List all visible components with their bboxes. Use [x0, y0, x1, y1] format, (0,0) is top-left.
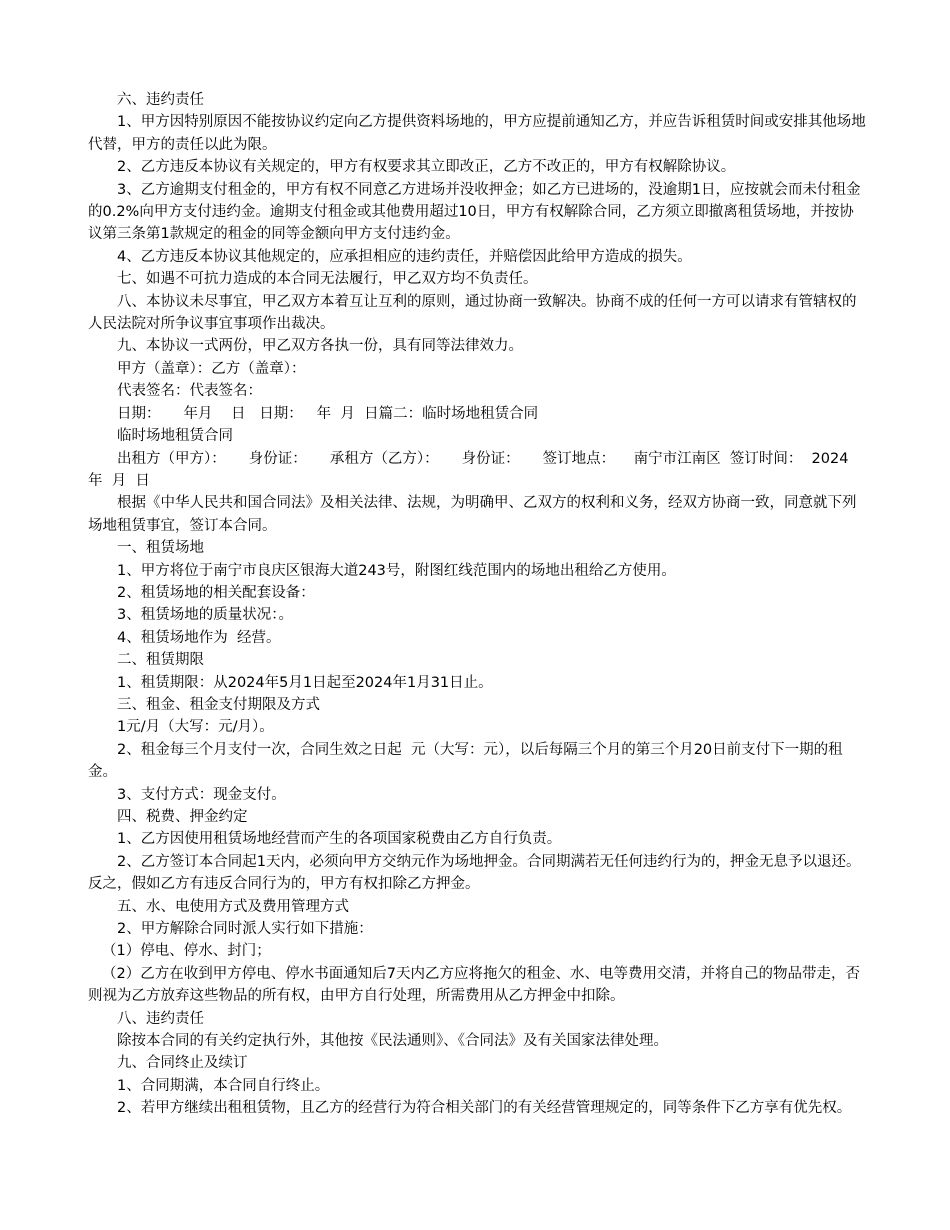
clause-paragraph: 2、乙方违反本协议有关规定的，甲方有权要求其立即改正，乙方不改正的，甲方有权解除协议。	[117, 159, 736, 176]
section-heading: 五、水、电使用方式及费用管理方式	[117, 898, 349, 915]
clause-paragraph: 2、租赁场地的相关配套设备：	[117, 584, 315, 601]
sub-clause-paragraph: （2）乙方在收到甲方停电、停水书面通知后7天内乙方应将拖欠的租金、水、电等费用交清，并将自己的物品带走，否则视为乙方放弃这些物品的所有权，由甲方自行处理，所需费用从乙方押金中扣除。	[88, 965, 860, 1005]
clause-paragraph: 4、乙方违反本协议其他规定的，应承担相应的违约责任，并赔偿因此给甲方造成的损失。	[117, 248, 692, 265]
clause-paragraph: 除按本合同的有关约定执行外，其他按《民法通则》、《合同法》及有关国家法律处理。	[117, 1033, 668, 1050]
section-heading: 四、税费、押金约定	[117, 809, 248, 825]
section-heading: 九、合同终止及续订	[117, 1055, 248, 1072]
clause-paragraph: 2、若甲方继续出租租赁物，且乙方的经营行为符合相关部门的有关经营管理规定的，同等条件下乙方享有优先权。	[117, 1100, 852, 1117]
signature-line: 代表签名：代表签名：	[117, 383, 262, 400]
clause-paragraph: 1、合同期满，本合同自行终止。	[117, 1077, 330, 1094]
clause-paragraph: 八、本协议未尽事宜，甲乙双方本着互让互利的原则，通过协商一致解决。协商不成的任何一方可以请求有管辖权的人民法院对所争议事宜事项作出裁决。	[88, 293, 857, 333]
sub-clause-paragraph: （1）停电、停水、封门；	[102, 943, 271, 960]
clause-paragraph: 2、甲方解除合同时派人实行如下措施：	[117, 921, 373, 938]
preamble-paragraph: 根据《中华人民共和国合同法》及相关法律、法规，为明确甲、乙双方的权利和义务，经双方协商一致，同意就下列场地租赁事宜，签订本合同。	[88, 495, 857, 534]
clause-paragraph: 七、如遇不可抗力造成的本合同无法履行，甲乙双方均不负责任。	[117, 271, 538, 288]
clause-paragraph: 3、租赁场地的质量状况：。	[117, 607, 293, 624]
clause-paragraph: 2、乙方签订本合同起1天内，必须向甲方交纳元作为场地押金。合同期满若无任何违约行为的，押金无息予以退还。反之，假如乙方有违反合同行为的，甲方有权扣除乙方押金。	[88, 853, 861, 893]
document-page	[88, 89, 868, 1120]
date-line: 日期： 年月 日 日期： 年 月 日篇二：临时场地租赁合同	[117, 405, 539, 422]
clause-paragraph: 1、租赁期限：从2024年5月1日起至2024年1月31日止。	[117, 674, 493, 691]
clause-paragraph: 3、乙方逾期支付租金的，甲方有权不同意乙方进场并没收押金；如乙方已进场的，没逾期1日，应按就会而未付租金的0.2%向甲方支付违约金。逾期支付租金或其他费用超过10日，甲方有权解除合同，乙方须立即撤离租赁场地，并按协议第三条第1款规定的租金的同等金额向甲方支付违约金。	[88, 181, 861, 243]
section-heading: 一、租赁场地	[117, 540, 204, 557]
parties-line: 出租方（甲方）： 身份证： 承租方（乙方）： 身份证： 签订地点： 南宁市江南区 签订时间： 2024年 月 日	[88, 450, 849, 489]
document-title: 临时场地租赁合同	[117, 428, 233, 445]
clause-paragraph: 1、甲方将位于南宁市良庆区银海大道243号，附图红线范围内的场地出租给乙方使用。	[117, 562, 676, 579]
clause-paragraph: 1、乙方因使用租赁场地经营而产生的各项国家税费由乙方自行负责。	[117, 831, 562, 848]
section-heading: 六、违约责任	[117, 92, 204, 108]
clause-paragraph: 1元/月（大写：元/月）。	[117, 719, 274, 736]
clause-paragraph: 4、租赁场地作为 经营。	[117, 629, 281, 646]
signature-line: 甲方（盖章）：乙方（盖章）：	[117, 360, 306, 377]
section-heading: 二、租赁期限	[117, 652, 204, 669]
section-heading: 八、违约责任	[117, 1010, 204, 1027]
section-heading: 三、租金、租金支付期限及方式	[117, 696, 320, 713]
clause-paragraph: 3、支付方式：现金支付。	[117, 786, 286, 803]
clause-paragraph: 九、本协议一式两份，甲乙双方各执一份，具有同等法律效力。	[117, 338, 523, 355]
clause-paragraph: 2、租金每三个月支付一次，合同生效之日起 元（大写：元），以后每隔三个月的第三个月20日前支付下一期的租金。	[88, 741, 843, 781]
clause-paragraph: 1、甲方因特别原因不能按协议约定向乙方提供资料场地的，甲方应提前通知乙方，并应告诉租赁时间或安排其他场地代替，甲方的责任以此为限。	[88, 114, 866, 153]
